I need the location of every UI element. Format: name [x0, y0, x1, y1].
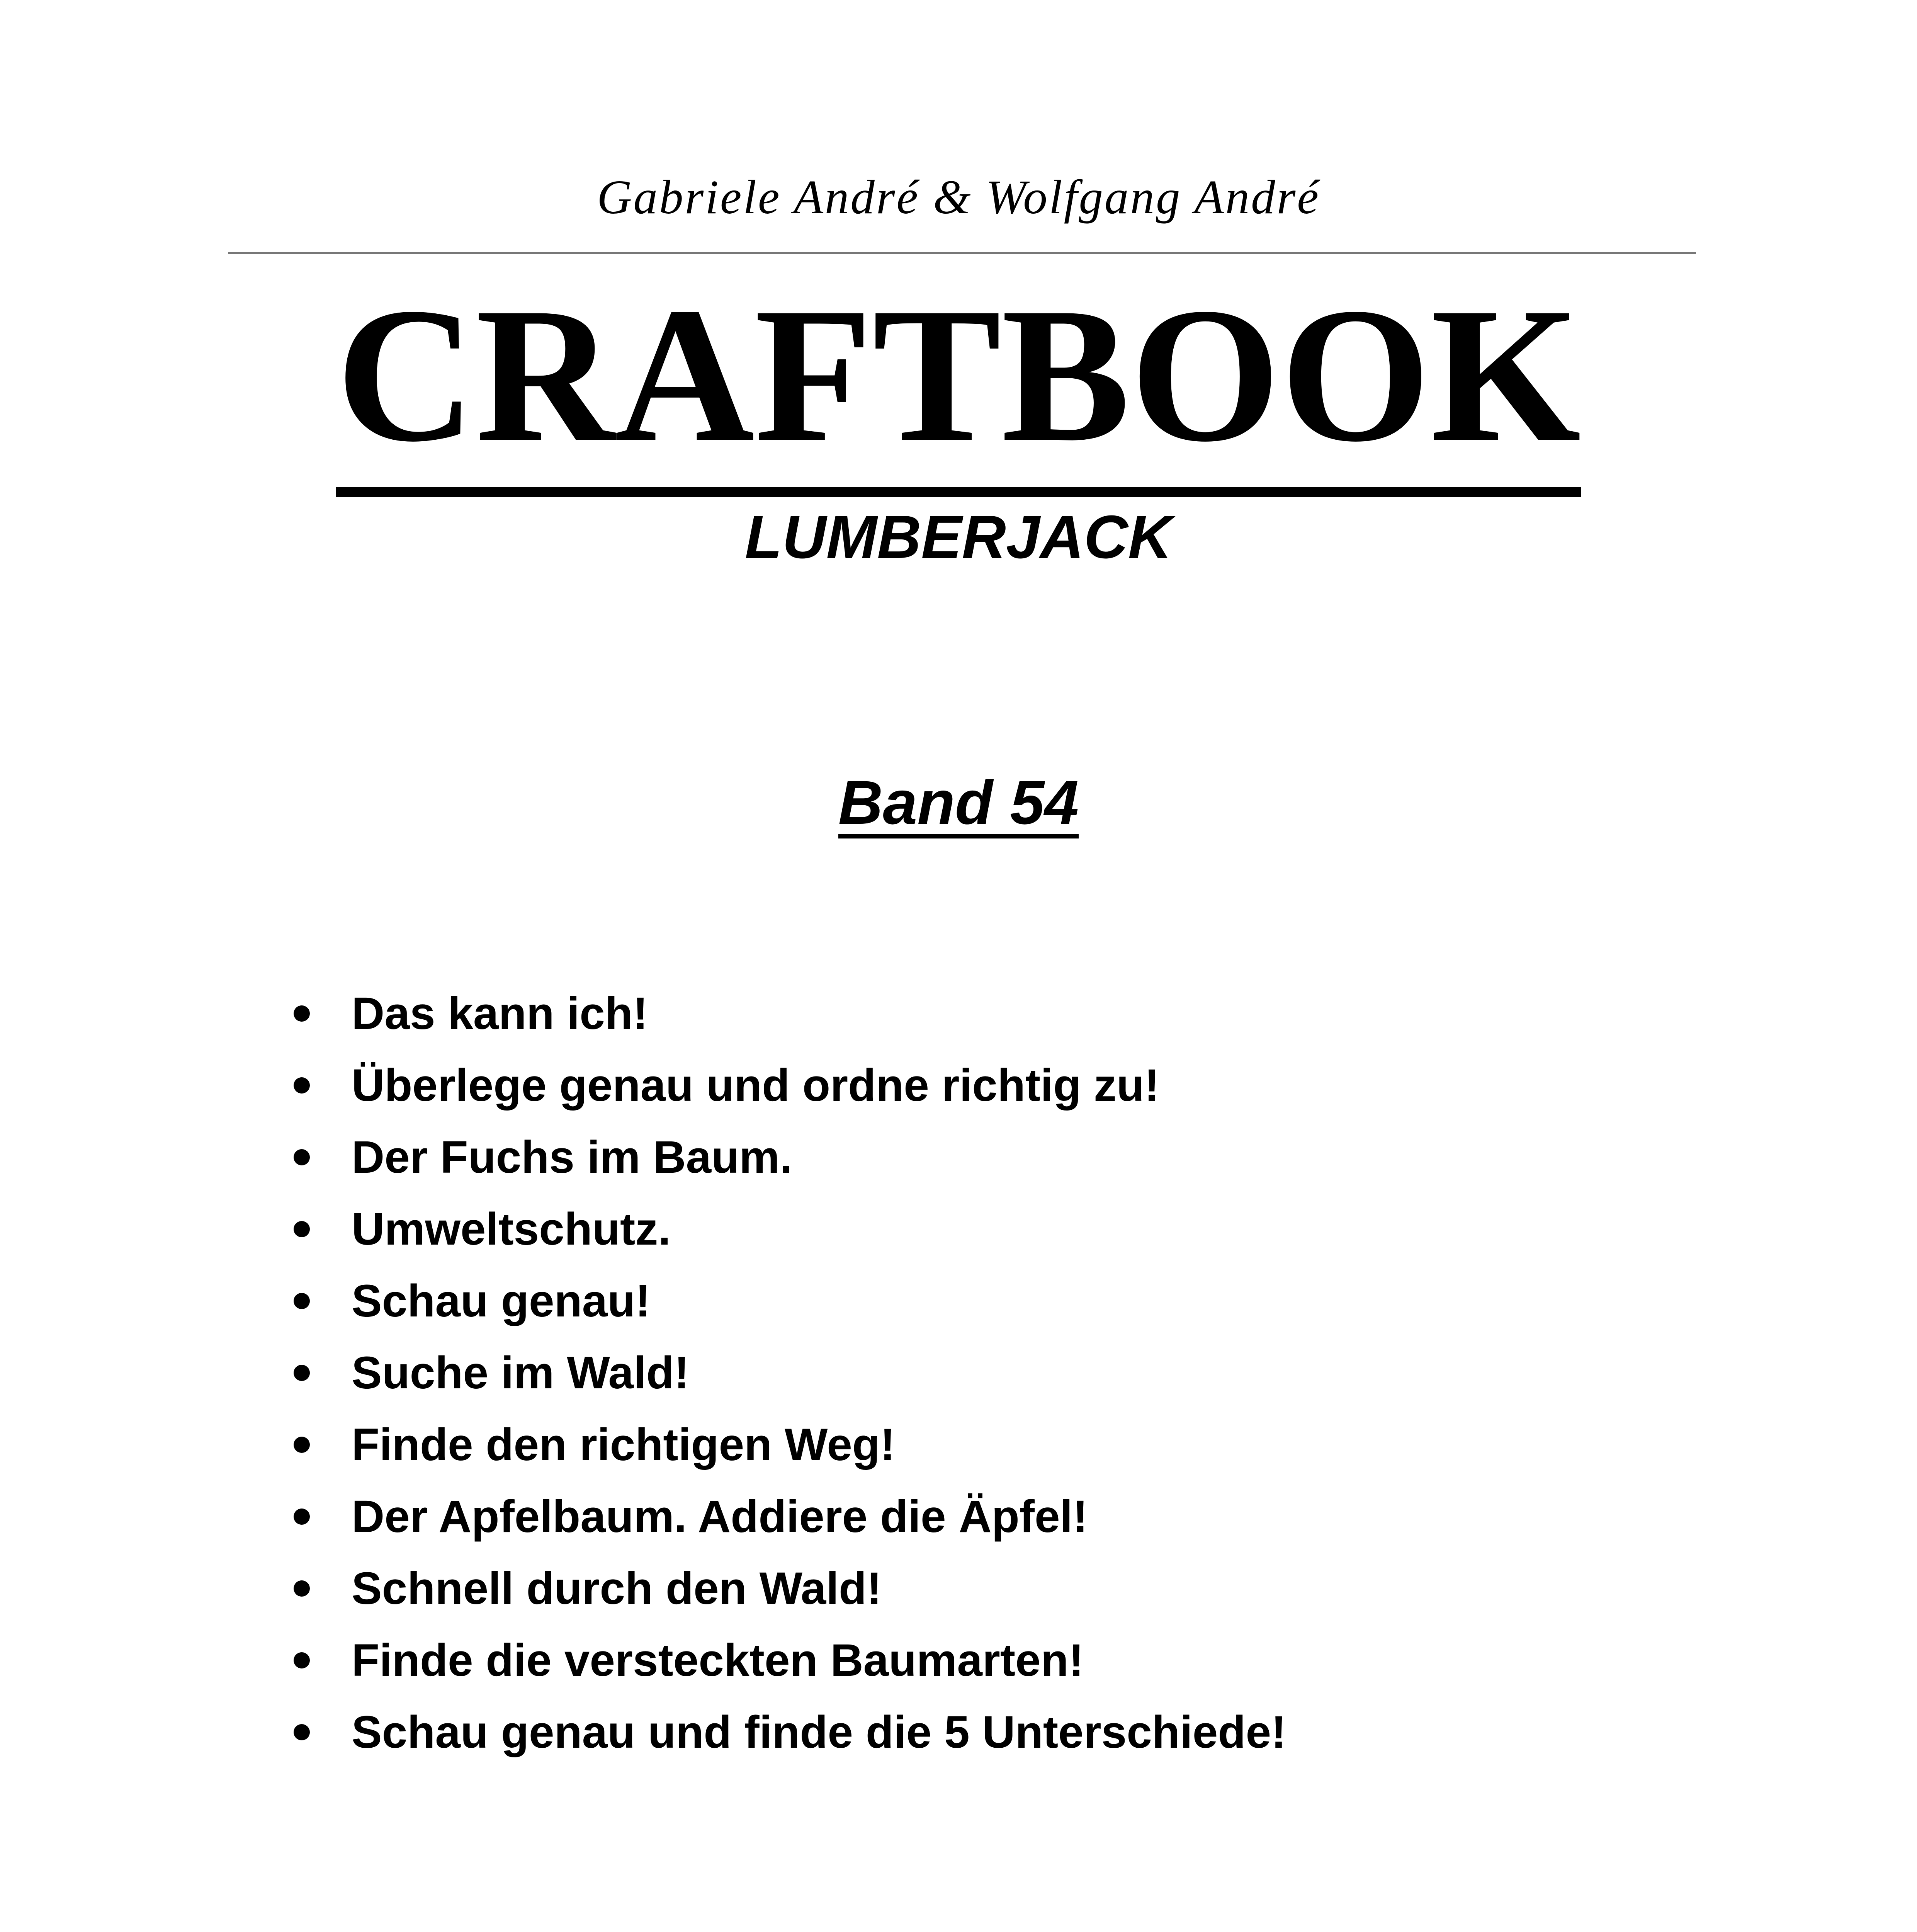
- volume-label-text: Band 54: [838, 768, 1079, 837]
- author-line: Gabriele André & Wolfgang André: [597, 171, 1320, 224]
- list-item: Finde die versteckten Baumarten!: [294, 1624, 1286, 1696]
- list-item: Der Fuchs im Baum.: [294, 1121, 1286, 1193]
- list-item: Der Apfelbaum. Addiere die Äpfel!: [294, 1481, 1286, 1553]
- book-title-text: CRAFTBOOK: [336, 278, 1581, 497]
- volume-label: [0, 767, 1917, 838]
- list-item: Umweltschutz.: [294, 1193, 1286, 1265]
- list-item: Schau genau und finde die 5 Unterschiede!: [294, 1696, 1286, 1768]
- list-item: Suche im Wald!: [294, 1337, 1286, 1409]
- book-subtitle: LUMBERJACK: [745, 503, 1172, 571]
- list-item: Finde den richtigen Weg!: [294, 1409, 1286, 1481]
- list-item: Schnell durch den Wald!: [294, 1553, 1286, 1624]
- beavers-illustration: [475, 1913, 1480, 1932]
- contents-list: [294, 978, 1286, 1768]
- list-item: Schau genau!: [294, 1265, 1286, 1337]
- book-title: [0, 268, 1917, 497]
- list-item: Das kann ich!: [294, 978, 1286, 1049]
- list-item: Überlege genau und ordne richtig zu!: [294, 1049, 1286, 1121]
- header-divider: [228, 252, 1696, 254]
